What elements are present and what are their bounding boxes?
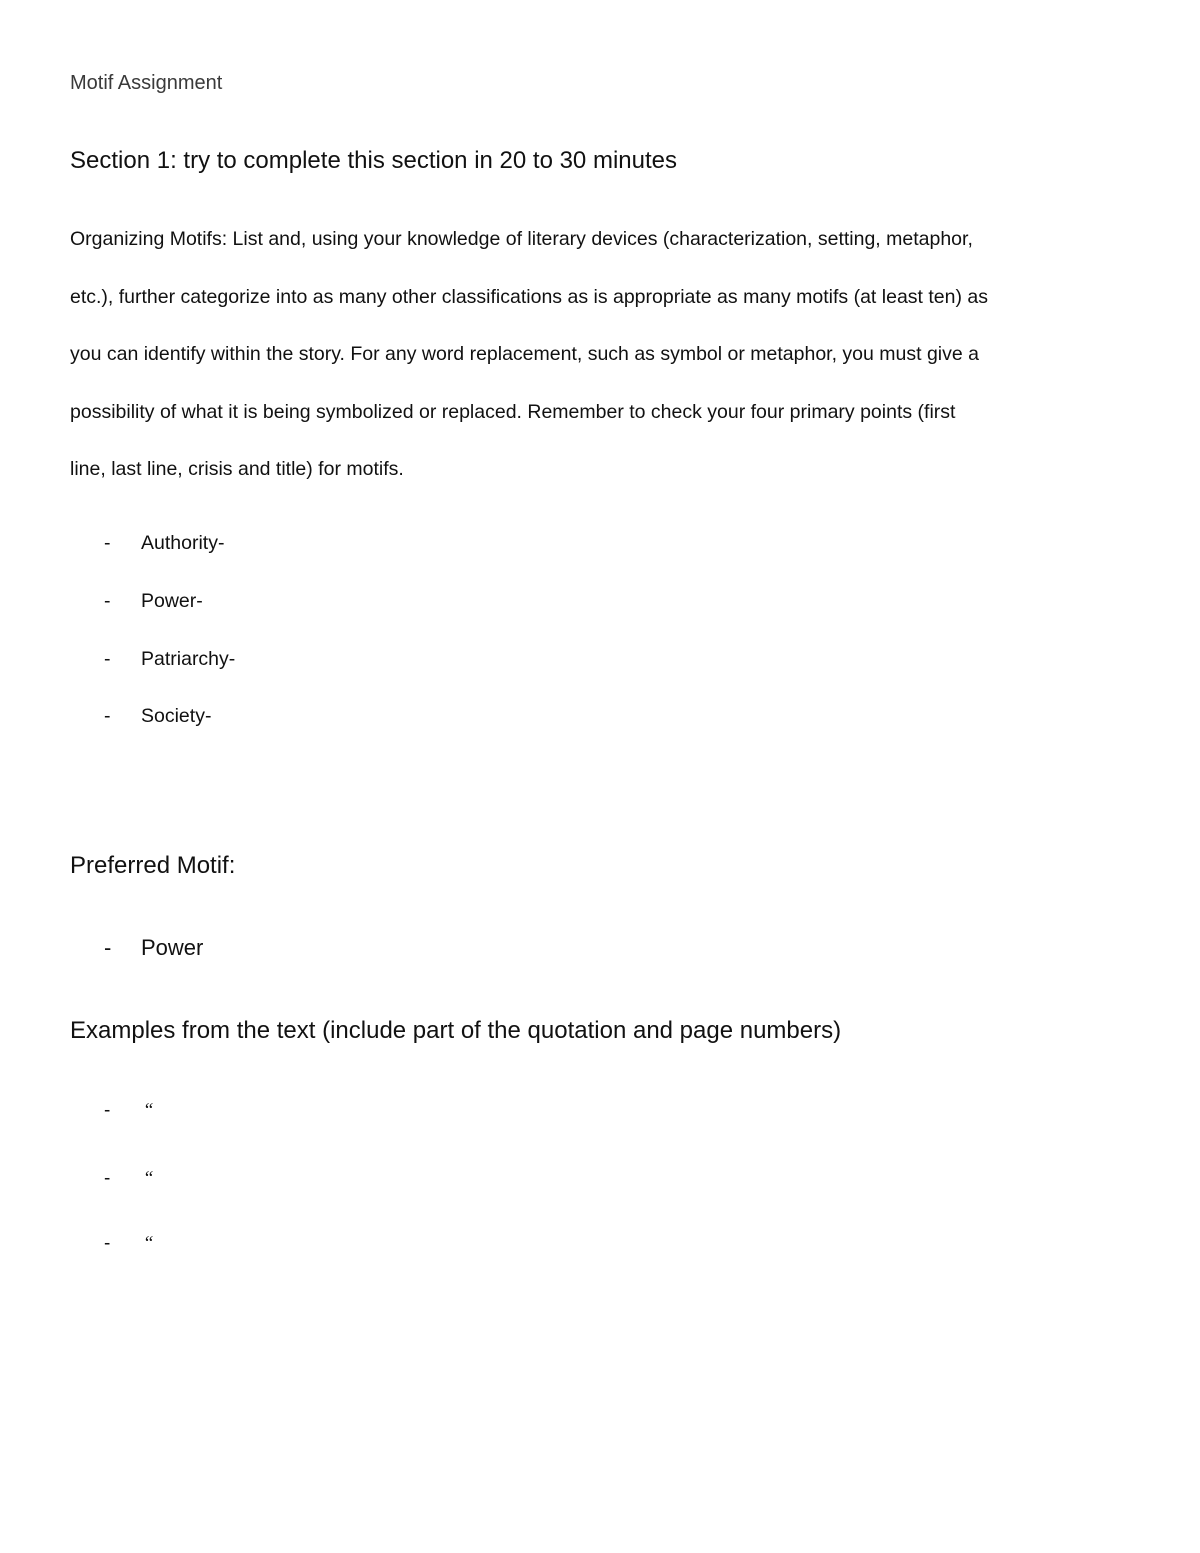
instructions-line: line, last line, crisis and title) for motifs. (70, 458, 404, 480)
motif-item-label: Power- (141, 590, 203, 612)
motif-item-label: Authority- (141, 532, 225, 554)
example-quote-mark: “ (143, 1168, 154, 1189)
list-bullet: - (104, 705, 111, 727)
list-bullet: - (104, 532, 111, 554)
list-bullet: - (104, 648, 111, 670)
instructions-line: possibility of what it is being symbolized or replaced. Remember to check your four primary points (first (70, 400, 956, 423)
list-bullet: - (104, 1100, 111, 1121)
list-bullet: - (104, 1168, 111, 1189)
instructions-line: Organizing Motifs: List and, using your knowledge of literary devices (characterization, setting, metaphor, (70, 228, 973, 250)
list-bullet: - (104, 1233, 111, 1254)
list-bullet: - (104, 590, 111, 612)
examples-heading: Examples from the text (include part of the quotation and page numbers) (70, 1017, 842, 1044)
example-quote-mark: “ (143, 1100, 154, 1121)
instructions-line: etc.), further categorize into as many other classifications as is appropriate as many motifs (at least ten) as (70, 285, 988, 308)
instructions-line: you can identify within the story. For any word replacement, such as symbol or metaphor, you must give a (70, 343, 979, 365)
motif-item-label: Society- (141, 705, 212, 727)
section-1-heading: Section 1: try to complete this section in 20 to 30 minutes (70, 147, 677, 174)
example-quote-mark: “ (143, 1233, 154, 1254)
document-title: Motif Assignment (70, 72, 223, 94)
list-bullet: - (104, 935, 112, 960)
motif-item-label: Patriarchy- (141, 648, 236, 670)
preferred-motif-heading: Preferred Motif: (70, 852, 236, 879)
preferred-motif-label: Power (141, 935, 204, 960)
